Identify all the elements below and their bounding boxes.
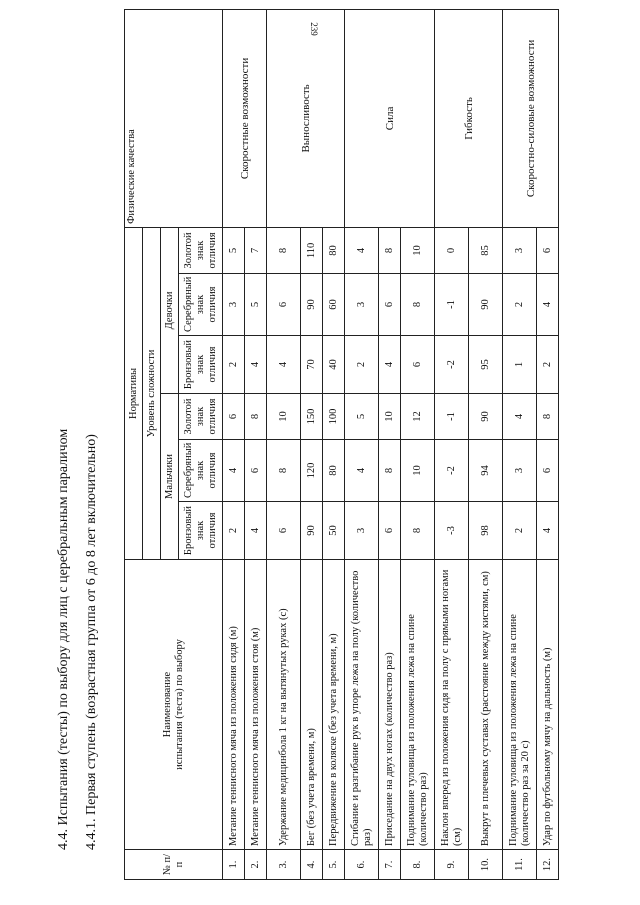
row-number: 3. [267, 850, 301, 880]
header-name [125, 560, 223, 850]
norm-boys-silver: 80 [323, 440, 345, 502]
row-number: 8. [401, 850, 435, 880]
norm-girls-gold: 3 [503, 227, 537, 273]
header-boys-silver: Серебряный знак отличия [179, 440, 223, 502]
norm-boys-bronze: 8 [401, 502, 435, 560]
norm-boys-bronze: 90 [301, 502, 323, 560]
norm-boys-silver: -2 [435, 440, 469, 502]
header-difficulty: Уровень сложности [143, 227, 161, 559]
test-name: Метание теннисного мяча из положения сидя (м) [223, 560, 245, 850]
norm-boys-silver: 94 [469, 440, 503, 502]
physical-quality: Скоростные возможности [223, 9, 267, 227]
header-girls: Девочки [161, 227, 179, 393]
norm-girls-silver: 3 [223, 274, 245, 336]
norms-table [124, 9, 559, 880]
norm-girls-silver: 8 [401, 274, 435, 336]
norm-girls-silver: -1 [435, 274, 469, 336]
norm-girls-silver: 90 [469, 274, 503, 336]
norm-boys-gold: 10 [379, 394, 401, 440]
header-girls-bronze: Бронзовый знак отличия [179, 336, 223, 394]
norm-girls-gold: 8 [267, 227, 301, 273]
norm-girls-bronze: 2 [223, 336, 245, 394]
norm-boys-gold: 5 [345, 394, 379, 440]
norm-girls-silver: 6 [379, 274, 401, 336]
norm-boys-bronze: 50 [323, 502, 345, 560]
norm-boys-bronze: 98 [469, 502, 503, 560]
norm-boys-gold: 150 [301, 394, 323, 440]
header-name-line1: Наименование [161, 671, 173, 738]
table-row [435, 9, 469, 879]
physical-quality: Выносливость [267, 9, 345, 227]
section-heading: 4.4. Испытания (тесты) по выбору для лиц с церебральным параличом [56, 428, 71, 850]
norm-girls-bronze: 2 [537, 336, 559, 394]
norm-boys-gold: 10 [267, 394, 301, 440]
norm-girls-gold: 5 [223, 227, 245, 273]
norm-boys-bronze: 4 [245, 502, 267, 560]
header-boys-gold: Золотой знак отличия [179, 394, 223, 440]
norm-girls-bronze: 6 [401, 336, 435, 394]
norm-boys-gold: 90 [469, 394, 503, 440]
norm-boys-silver: 120 [301, 440, 323, 502]
norm-girls-silver: 2 [503, 274, 537, 336]
header-boys-bronze: Бронзовый знак отличия [179, 502, 223, 560]
norm-girls-gold: 7 [245, 227, 267, 273]
norm-boys-gold: 4 [503, 394, 537, 440]
norm-boys-silver: 6 [537, 440, 559, 502]
table-row [267, 9, 301, 879]
norm-girls-bronze: 40 [323, 336, 345, 394]
norm-boys-gold: 12 [401, 394, 435, 440]
norm-girls-bronze: 1 [503, 336, 537, 394]
row-number: 6. [345, 850, 379, 880]
row-number: 2. [245, 850, 267, 880]
norm-boys-silver: 6 [245, 440, 267, 502]
norm-boys-silver: 8 [267, 440, 301, 502]
norm-girls-gold: 85 [469, 227, 503, 273]
row-number: 9. [435, 850, 469, 880]
norm-boys-gold: -1 [435, 394, 469, 440]
header-norms: Нормативы [125, 227, 143, 559]
norm-boys-gold: 6 [223, 394, 245, 440]
row-number: 12. [537, 850, 559, 880]
physical-quality: Сила [345, 9, 435, 227]
norm-girls-silver: 60 [323, 274, 345, 336]
page-number: 239 [308, 22, 319, 36]
header-boys: Мальчики [161, 394, 179, 560]
test-name: Поднимание туловища из положения лежа на спине (количество раз) [401, 560, 435, 850]
norm-girls-bronze: 4 [267, 336, 301, 394]
norm-girls-silver: 5 [245, 274, 267, 336]
test-name: Передвижение в коляске (без учета времени, м) [323, 560, 345, 850]
norm-boys-silver: 8 [379, 440, 401, 502]
norm-girls-gold: 4 [345, 227, 379, 273]
norm-boys-silver: 3 [503, 440, 537, 502]
norm-girls-bronze: -2 [435, 336, 469, 394]
norm-boys-silver: 4 [223, 440, 245, 502]
norm-boys-bronze: 2 [223, 502, 245, 560]
norm-girls-gold: 6 [537, 227, 559, 273]
physical-quality: Гибкость [435, 9, 503, 227]
test-name: Бег (без учета времени, м) [301, 560, 323, 850]
norm-girls-gold: 80 [323, 227, 345, 273]
norm-girls-bronze: 2 [345, 336, 379, 394]
norm-boys-bronze: 6 [379, 502, 401, 560]
test-name: Выкрут в плечевых суставах (расстояние между кистями, см) [469, 560, 503, 850]
norm-girls-silver: 4 [537, 274, 559, 336]
subsection-heading: 4.4.1. Первая ступень (возрастная группа от 6 до 8 лет включительно) [84, 434, 99, 850]
row-number: 4. [301, 850, 323, 880]
norm-girls-bronze: 70 [301, 336, 323, 394]
norm-girls-silver: 90 [301, 274, 323, 336]
norm-boys-gold: 8 [537, 394, 559, 440]
test-name: Наклон вперед из положения сидя на полу с прямыми ногами (см) [435, 560, 469, 850]
physical-quality: Скоростно-силовые возможности [503, 9, 559, 227]
header-name-line2: испытания (теста) по выбору [173, 639, 185, 770]
norm-girls-silver: 6 [267, 274, 301, 336]
test-name: Метание теннисного мяча из положения стоя (м) [245, 560, 267, 850]
table-row [223, 9, 245, 879]
norm-boys-bronze: -3 [435, 502, 469, 560]
row-number: 1. [223, 850, 245, 880]
norm-boys-bronze: 4 [537, 502, 559, 560]
table-body [223, 9, 559, 879]
row-number: 5. [323, 850, 345, 880]
norm-boys-gold: 8 [245, 394, 267, 440]
norm-girls-bronze: 95 [469, 336, 503, 394]
norm-boys-gold: 100 [323, 394, 345, 440]
test-name: Сгибание и разгибание рук в упоре лежа на полу (количество раз) [345, 560, 379, 850]
test-name: Удержание медицинбола 1 кг на вытянутых руках (с) [267, 560, 301, 850]
norm-girls-gold: 8 [379, 227, 401, 273]
row-number: 7. [379, 850, 401, 880]
header-girls-gold: Золотой знак отличия [179, 227, 223, 273]
norm-girls-bronze: 4 [245, 336, 267, 394]
test-name: Приседание на двух ногах (количество раз) [379, 560, 401, 850]
norm-boys-bronze: 2 [503, 502, 537, 560]
norm-girls-gold: 110 [301, 227, 323, 273]
row-number: 11. [503, 850, 537, 880]
header-num: № п/п [125, 850, 223, 880]
norm-girls-gold: 0 [435, 227, 469, 273]
rotated-page-content [24, 0, 614, 880]
table-row [503, 9, 537, 879]
norm-boys-bronze: 6 [267, 502, 301, 560]
norm-girls-silver: 3 [345, 274, 379, 336]
norm-girls-bronze: 4 [379, 336, 401, 394]
header-girls-silver: Серебряный знак отличия [179, 274, 223, 336]
norm-boys-bronze: 3 [345, 502, 379, 560]
header-quality: Физические качества [125, 9, 223, 227]
norm-girls-gold: 10 [401, 227, 435, 273]
norm-boys-silver: 10 [401, 440, 435, 502]
table-row [345, 9, 379, 879]
norm-boys-silver: 4 [345, 440, 379, 502]
row-number: 10. [469, 850, 503, 880]
test-name: Удар по футбольному мячу на дальность (м) [537, 560, 559, 850]
test-name: Поднимание туловища из положения лежа на спине (количество раз за 20 с) [503, 560, 537, 850]
